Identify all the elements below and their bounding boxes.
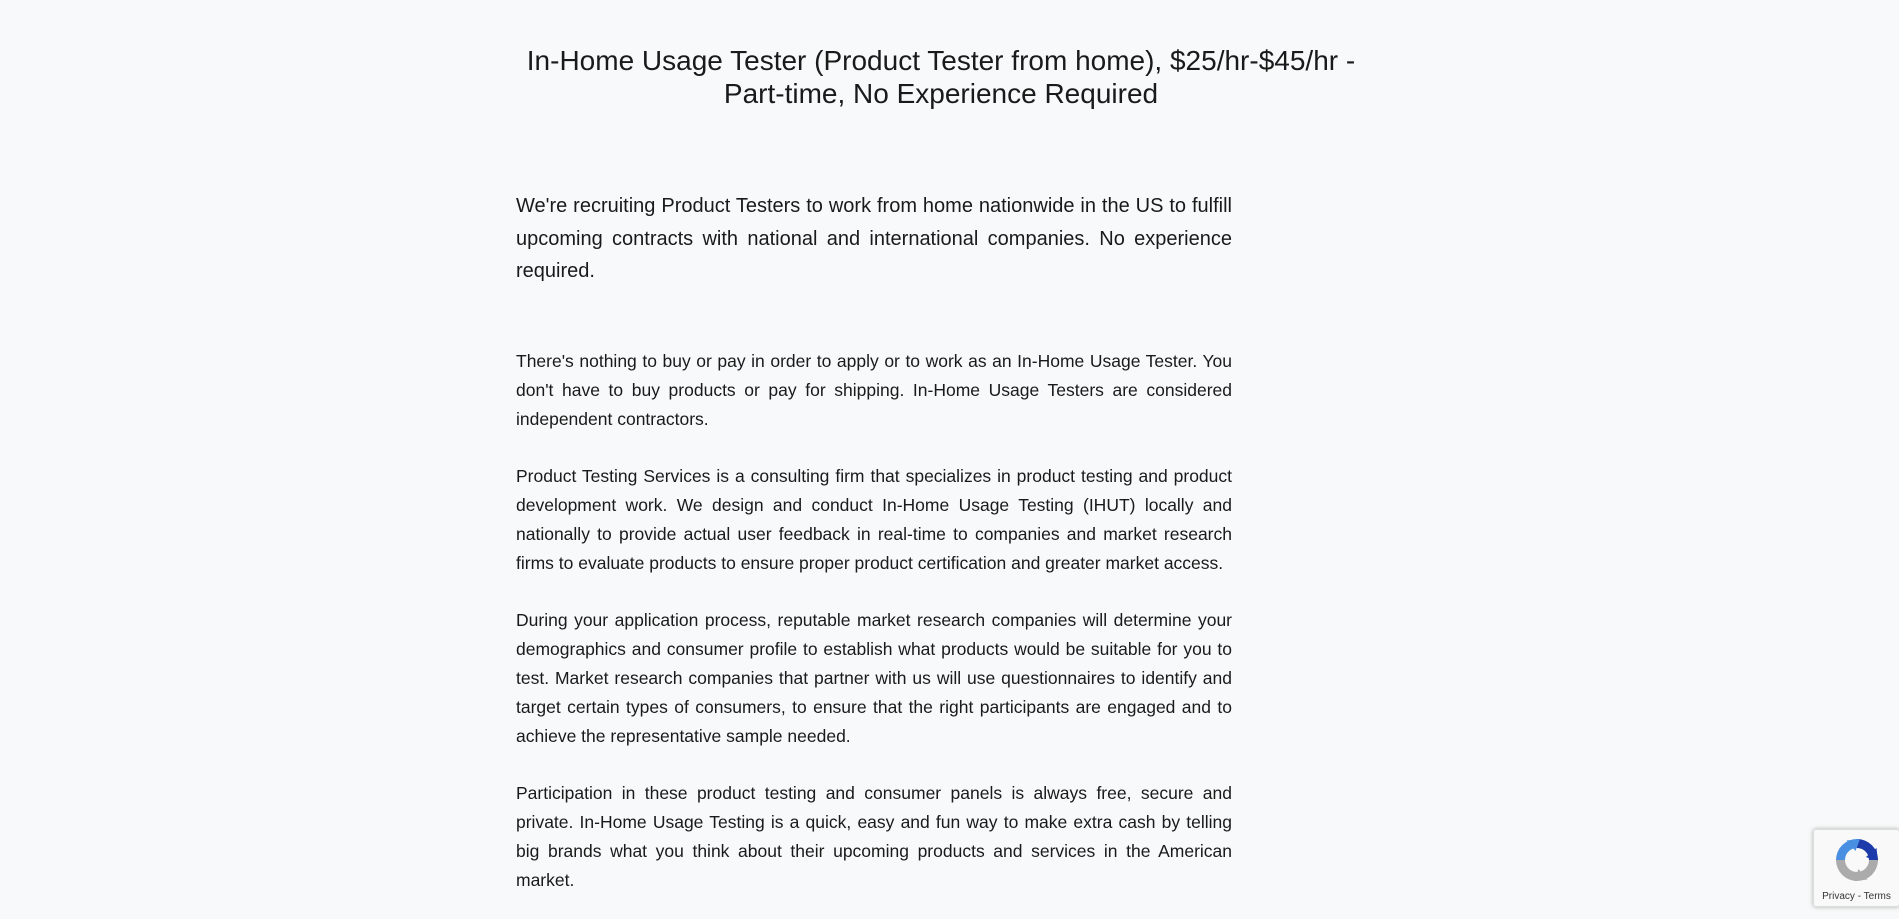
job-description bbox=[516, 190, 1232, 895]
recaptcha-links bbox=[1814, 891, 1899, 903]
recaptcha-badge[interactable] bbox=[1813, 829, 1899, 907]
lead-paragraph: We're recruiting Product Testers to work from home nationwide in the US to fulfill upcoming contracts with national and international companies. No experience required. bbox=[516, 195, 1232, 282]
terms-link[interactable]: Terms bbox=[1863, 891, 1891, 902]
link-separator: - bbox=[1854, 891, 1864, 902]
paragraph-company: Product Testing Services is a consulting firm that specializes in product testing and product development work. We design and conduct In-Home Usage Testing (IHUT) locally and nationally to provide actual user feedback in real-time to companies and market research firms to evaluate products to ensure proper product certification and greater market access. bbox=[516, 465, 1232, 573]
recaptcha-icon bbox=[1833, 836, 1881, 884]
paragraph-application-process: During your application process, reputable market research companies will determine your demographics and consumer profile to establish what products would be suitable for you to test. Market research companies that partner with us will use questionnaires to identify and target certain types of consumers, to ensure that the right participants are engaged and to achieve the representative sample needed. bbox=[516, 609, 1232, 746]
job-title: In-Home Usage Tester (Product Tester from home), $25/hr-$45/hr - Part-time, No Experience Required bbox=[526, 45, 1356, 109]
privacy-link[interactable]: Privacy bbox=[1822, 891, 1855, 902]
paragraph-no-cost: There's nothing to buy or pay in order to apply or to work as an In-Home Usage Tester. You don't have to buy products or pay for shipping. In-Home Usage Testers are considered independent contractors. bbox=[516, 350, 1232, 429]
paragraph-participation: Participation in these product testing and consumer panels is always free, secure and private. In-Home Usage Testing is a quick, easy and fun way to make extra cash by telling big brands what you think about their upcoming products and services in the American market. bbox=[516, 782, 1232, 890]
